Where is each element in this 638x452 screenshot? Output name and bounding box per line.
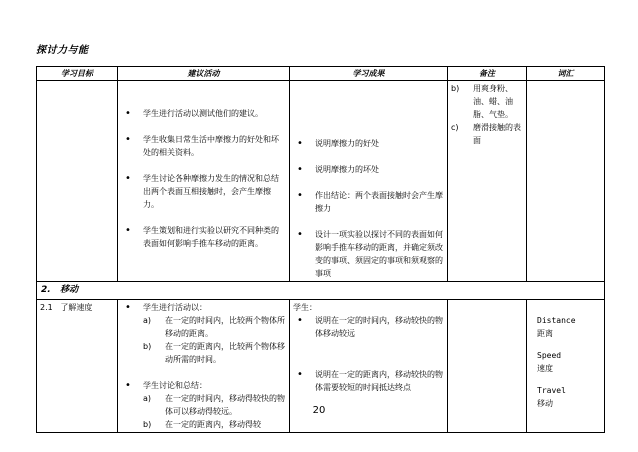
header-notes: 备注 [448, 67, 527, 81]
list-item: • 说明摩擦力的好处 [293, 137, 444, 150]
list-item: • 学生进行活动以： a) 在一定的时间内，比较两个物体所移动的距离。 b) 在一定的距离内，比较两个物体移动所需的时间。 [121, 301, 286, 366]
list-item: • 说明摩擦力的坏处 [293, 163, 444, 176]
note-item: b) 用爽身粉、油、蜡、油脂、气垫。 [451, 84, 513, 119]
vocab-en: Speed [537, 351, 562, 360]
header-outcomes: 学习成果 [290, 67, 448, 81]
header-objective: 学习目标 [37, 67, 118, 81]
sub-item: a) 在一定的时间内，比较两个物体所移动的距离。 [143, 316, 285, 338]
list-item: • 设计一项实验以探讨不同的表面如何影响手推车移动的距离，并确定须改变的事项、须固定的事项和须观察的事项 [293, 228, 444, 280]
curriculum-table [36, 66, 605, 433]
vocab-en: Distance [537, 316, 576, 325]
page-number: 20 [312, 405, 326, 416]
list-item: • 说明在一定的距离内，移动较快的物体需要较短的时间抵达终点 [293, 368, 444, 394]
sub-item: b) 在一定的距离内，移动得较 [143, 420, 261, 429]
activities-cell [118, 81, 290, 282]
list-item: • 作出结论：两个表面接触时会产生摩擦力 [293, 189, 444, 215]
notes-cell [448, 81, 527, 282]
list-item: • 学生收集日常生活中摩擦力的好处和坏处的相关资料。 [121, 133, 286, 159]
section-title: 2. 移动 [37, 282, 605, 300]
list-item: • 说明在一定的时间内，移动较快的物体移动较远 [293, 314, 444, 340]
note-item: c) 磨滑接触的表面 [451, 123, 521, 145]
header-activities: 建议活动 [118, 67, 290, 81]
list-item: • 学生讨论和总结： a) 在一定的时间内，移动得较快的物体可以移动得较远。 b) 在一定的距离内，移动得较 [121, 379, 286, 431]
table-row [37, 81, 605, 282]
vocab-zh: 移动 [537, 399, 553, 408]
objective-cell: 2.1 了解速度 [37, 300, 118, 433]
outcome-intro: 学生： [293, 303, 317, 312]
outcomes-cell [290, 81, 448, 282]
vocab-en: Travel [537, 386, 566, 395]
vocab-zh: 距离 [537, 329, 553, 338]
section-row [37, 282, 605, 300]
list-item: • 学生进行活动以测试他们的建议。 [121, 107, 286, 120]
list-item: • 学生策划和进行实验以研究不同种类的表面如何影响手推车移动的距离。 [121, 224, 286, 250]
header-vocab: 词汇 [527, 67, 605, 81]
section-heading: 探讨力与能 [36, 45, 89, 56]
vocab-zh: 速度 [537, 364, 553, 373]
list-item: • 学生讨论各种摩擦力发生的情况和总结出两个表面互相接触时，会产生摩擦力。 [121, 172, 286, 211]
objective-cell [37, 81, 118, 282]
header-row [37, 67, 605, 81]
sub-item: b) 在一定的距离内，比较两个物体移动所需的时间。 [143, 342, 285, 364]
sub-item: a) 在一定的时间内，移动得较快的物体可以移动得较远。 [143, 394, 285, 416]
vocab-cell [527, 81, 605, 282]
